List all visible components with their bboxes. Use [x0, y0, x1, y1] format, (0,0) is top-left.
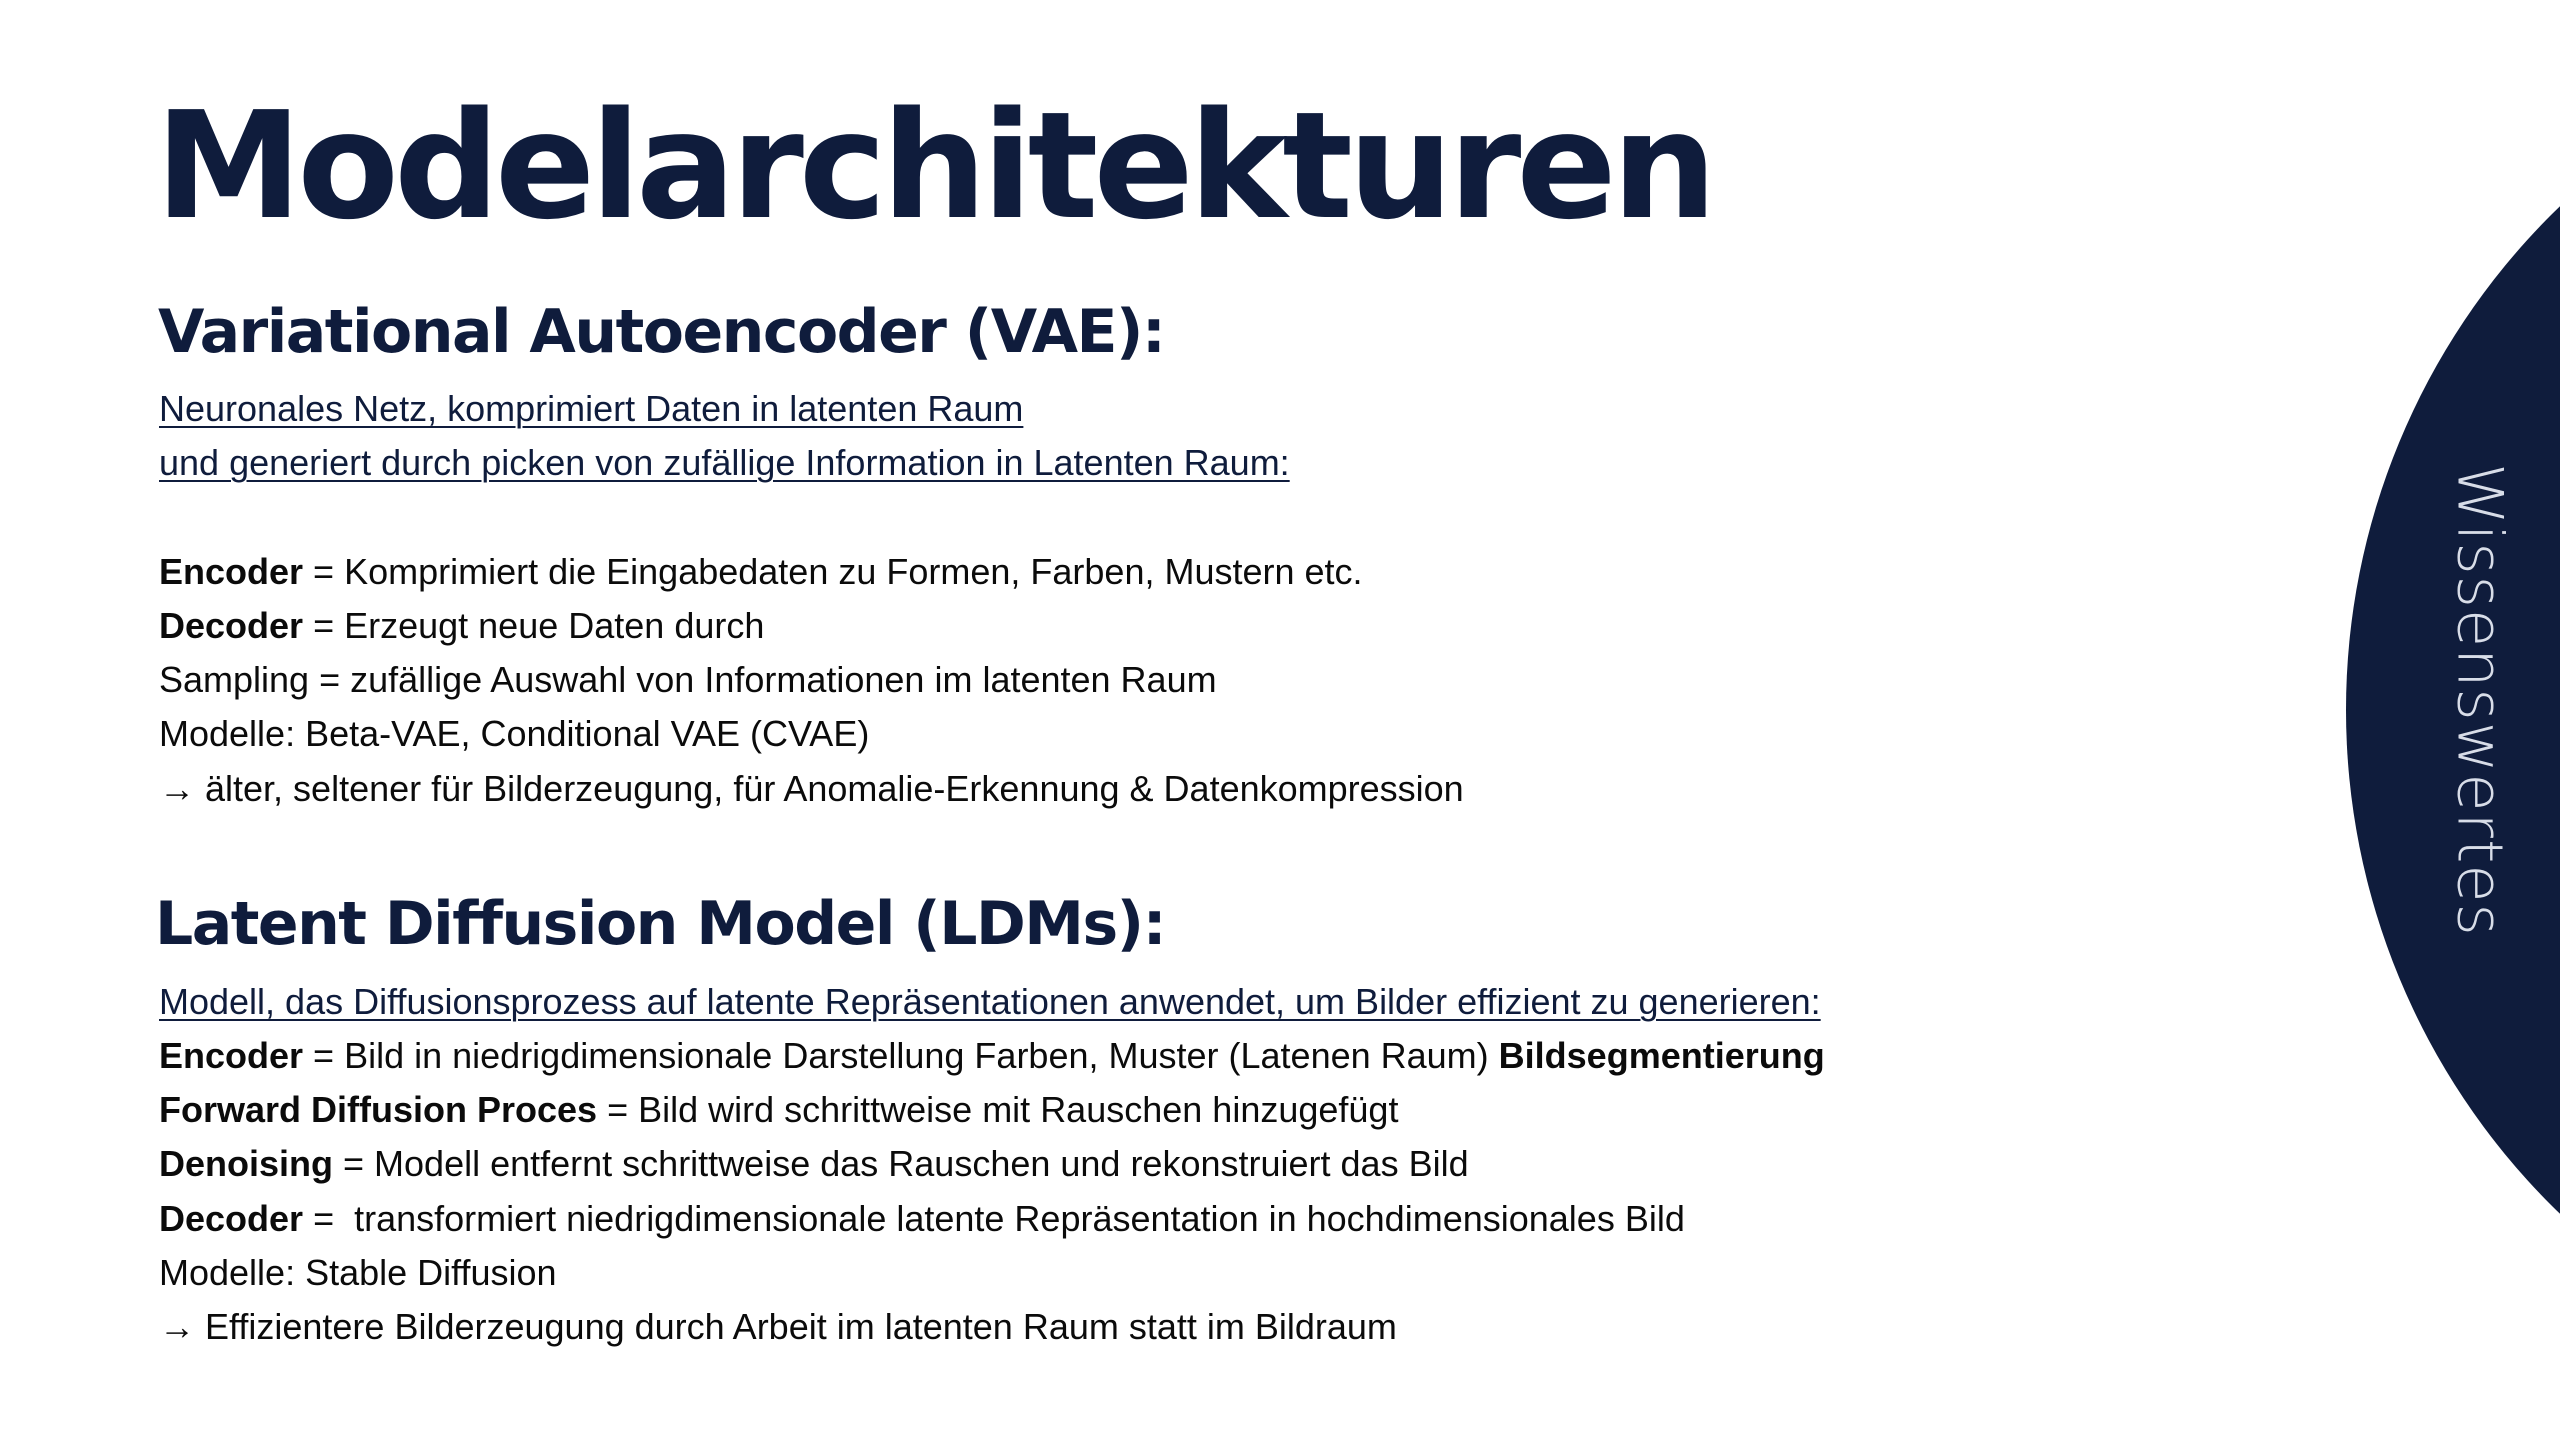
ldm-encoder-term: Encoder — [159, 1035, 304, 1076]
ldm-heading: Latent Diffusion Model (LDMs): — [155, 889, 1166, 959]
vae-models-line: Modelle: Beta-VAE, Conditional VAE (CVAE) — [159, 713, 870, 754]
ldm-intro-line[interactable]: Modell, das Diffusionsprozess auf latente Repräsentationen anwendet, um Bilder effizient zu generieren: — [159, 981, 1821, 1022]
side-label: Wissenswertes — [2443, 463, 2517, 937]
ldm-denoising-text: = Modell entfernt schrittweise das Rauschen und rekonstruiert das Bild — [333, 1143, 1469, 1184]
vae-heading: Variational Autoencoder (VAE): — [158, 297, 1165, 367]
ldm-models-line: Modelle: Stable Diffusion — [159, 1252, 557, 1293]
ldm-decoder-text: = transformiert niedrigdimensionale latente Repräsentation in hochdimensionales Bild — [303, 1198, 1685, 1239]
ldm-encoder-text: = Bild in niedrigdimensionale Darstellung Farben, Muster (Latenen Raum) — [303, 1035, 1499, 1076]
vae-decoder-text: = Erzeugt neue Daten durch — [303, 605, 765, 646]
ldm-decoder-line — [159, 1195, 1685, 1243]
ldm-conclusion-line: → Effizientere Bilderzeugung durch Arbeit im latenten Raum statt im Bildraum — [159, 1306, 1397, 1347]
ldm-denoising-term: Denoising — [159, 1143, 334, 1184]
vae-intro-line-2[interactable]: und generiert durch picken von zufällige Information in Latenten Raum: — [159, 442, 1290, 483]
ldm-forward-text: = Bild wird schrittweise mit Rauschen hinzugefügt — [597, 1089, 1399, 1130]
ldm-denoising-line — [159, 1140, 1469, 1188]
page-title: Modelarchitekturen — [155, 80, 1713, 252]
vae-decoder-line — [159, 602, 764, 650]
ldm-encoder-bold-tail: Bildsegmentierung — [1498, 1035, 1825, 1076]
vae-encoder-line — [159, 548, 1363, 596]
vae-intro-line-1[interactable]: Neuronales Netz, komprimiert Daten in latenten Raum — [159, 388, 1024, 429]
ldm-forward-line — [159, 1086, 1398, 1134]
vae-sampling-line: Sampling = zufällige Auswahl von Informationen im latenten Raum — [159, 659, 1217, 700]
vae-encoder-text: = Komprimiert die Eingabedaten zu Formen, Farben, Mustern etc. — [303, 551, 1363, 592]
ldm-decoder-term: Decoder — [159, 1198, 304, 1239]
vae-decoder-term: Decoder — [159, 605, 304, 646]
ldm-encoder-line — [159, 1032, 1825, 1080]
ldm-forward-term: Forward Diffusion Proces — [159, 1089, 598, 1130]
vae-encoder-term: Encoder — [159, 551, 304, 592]
vae-conclusion-line: → älter, seltener für Bilderzeugung, für Anomalie-Erkennung & Datenkompression — [159, 768, 1464, 809]
